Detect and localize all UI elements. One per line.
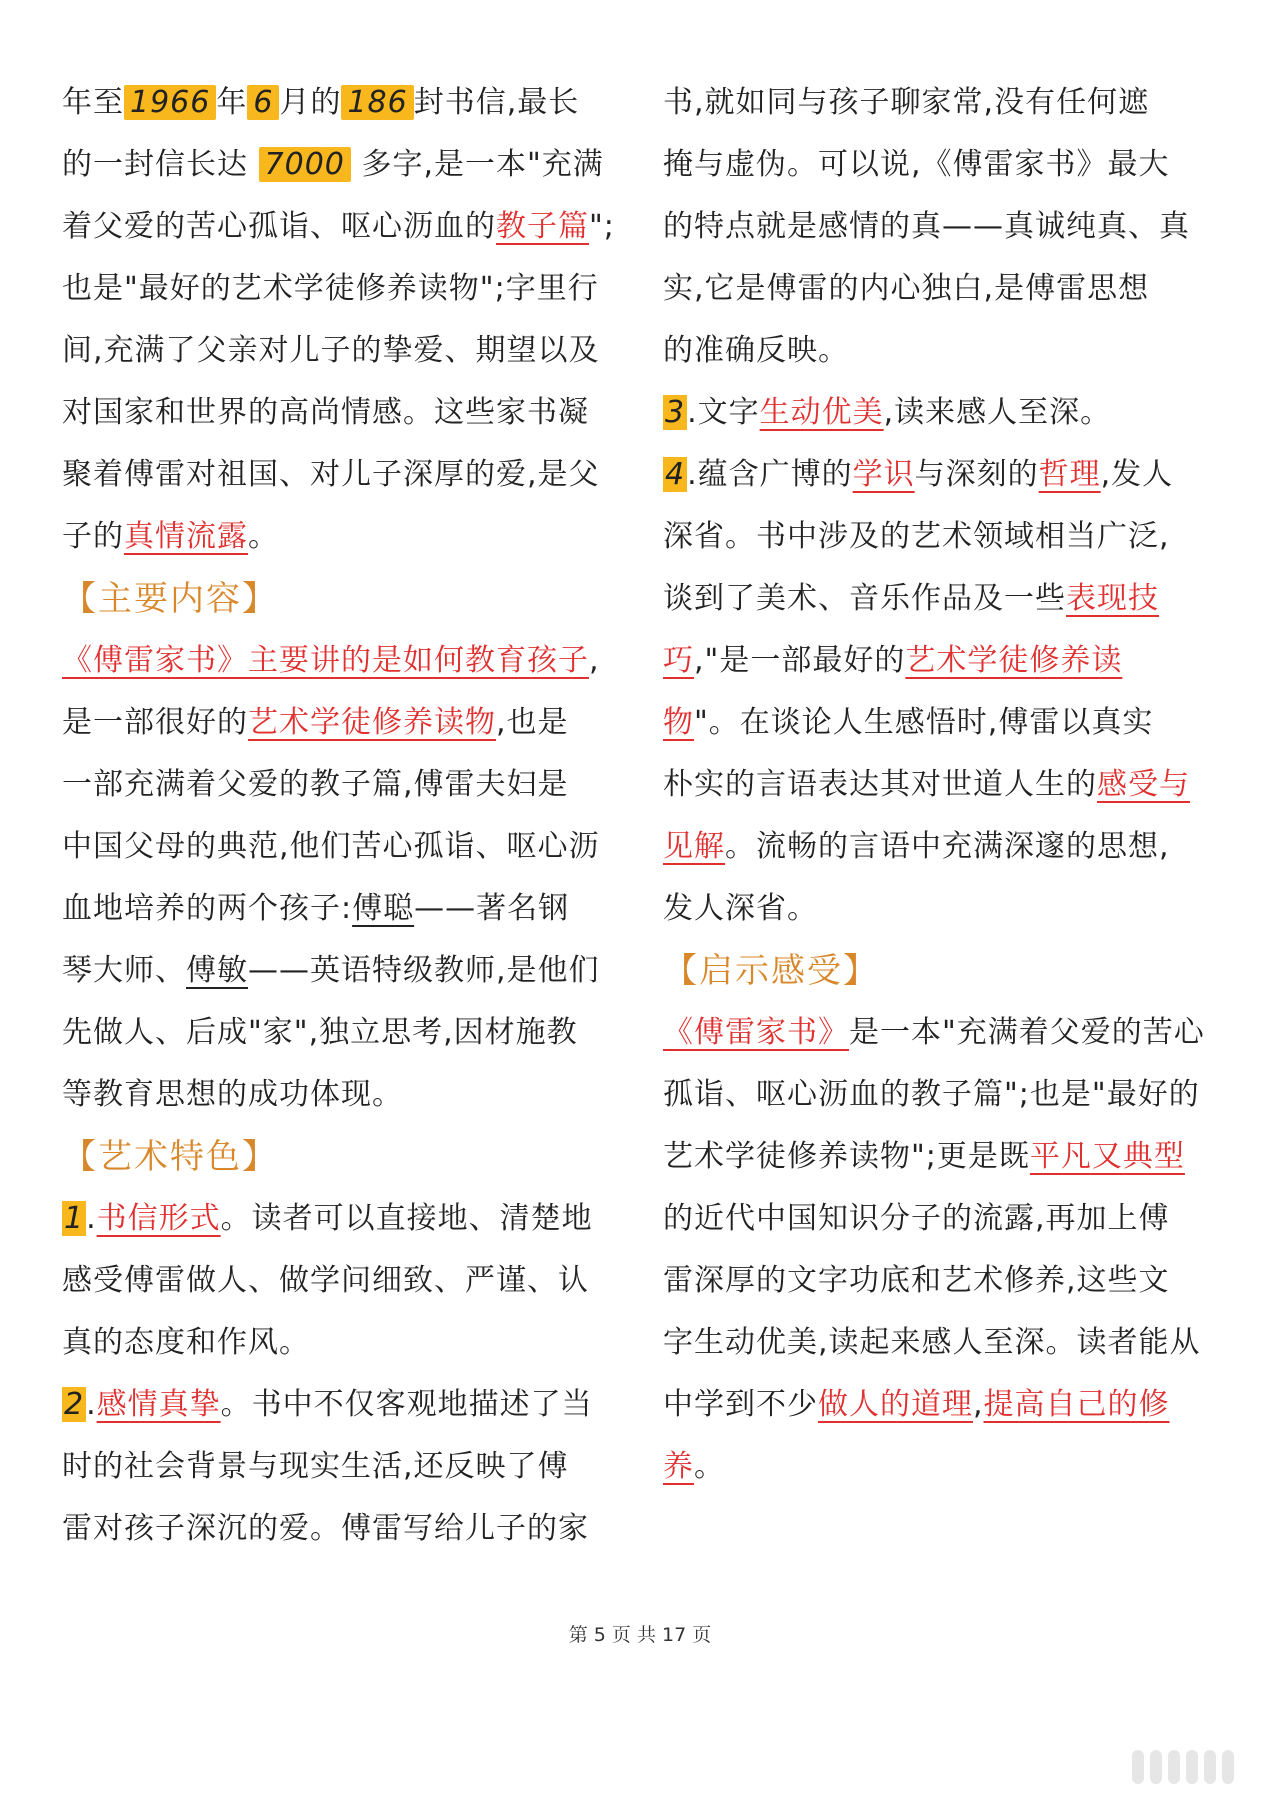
text: 多字,是一本"充满 [361, 147, 604, 182]
text-line [663, 444, 1223, 506]
section-heading-art-features: 【艺术特色】 [62, 1137, 278, 1177]
text: ——英语特级教师,是他们 [248, 953, 600, 988]
text-line: 感受傅雷做人、做学问细致、严谨、认 [62, 1263, 589, 1298]
text-line: 等教育思想的成功体现。 [62, 1077, 403, 1112]
text-line [663, 1002, 1223, 1064]
text-line: 间,充满了父亲对儿子的挚爱、期望以及 [62, 333, 600, 368]
text: ,发人 [1100, 457, 1174, 492]
text-line: 的近代中国知识分子的流露,再加上傅 [663, 1201, 1170, 1236]
text: ——著名钢 [414, 891, 570, 926]
text-line [663, 1436, 1223, 1498]
text: 子的 [62, 519, 124, 554]
right-column [663, 72, 1223, 1498]
highlight-count: 186 [341, 85, 413, 120]
text: 艺术学徒修养读物";更是既 [663, 1139, 1030, 1174]
text: 是一本"充满着父爱的苦心 [849, 1015, 1205, 1050]
underlined-name: 傅敏 [186, 953, 248, 988]
text-line [62, 1374, 622, 1436]
text: 。 [248, 519, 279, 554]
red-keyword: 《傅雷家书》 [663, 1015, 849, 1050]
text-line [663, 754, 1223, 816]
text: ,也是 [496, 705, 569, 740]
red-keyword: 感情真挚 [96, 1387, 221, 1422]
highlight-year: 1966 [124, 85, 216, 120]
text-line: 聚着傅雷对祖国、对儿子深厚的爱,是父 [62, 457, 600, 492]
text-line [62, 940, 622, 1002]
text: 是一部很好的 [62, 705, 248, 740]
text: .文字 [687, 395, 760, 430]
red-keyword: 艺术学徒修养读 [905, 643, 1123, 678]
text-line [663, 382, 1223, 444]
text-line: 先做人、后成"家",独立思考,因材施教 [62, 1015, 578, 1050]
text-line [663, 1126, 1223, 1188]
text-line: 书,就如同与孩子聊家常,没有任何遮 [663, 85, 1150, 120]
text: 的一封信长达 [62, 147, 248, 182]
item-number: 4 [665, 457, 686, 492]
text: 年至 [62, 85, 124, 120]
text: ,"是一部最好的 [694, 643, 906, 678]
text-line [62, 506, 622, 568]
text: .蕴含广博的 [687, 457, 853, 492]
text-line: 深省。书中涉及的艺术领域相当广泛, [663, 519, 1170, 554]
text: 琴大师、 [62, 953, 186, 988]
page-number: 第 5 页 共 17 页 [568, 1624, 712, 1646]
text: , [973, 1387, 984, 1422]
red-keyword: 哲理 [1038, 457, 1101, 492]
highlight-words: 7000 [259, 147, 351, 182]
red-keyword: 见解 [663, 829, 725, 864]
text: 月的 [279, 85, 342, 120]
red-keyword: 学识 [852, 457, 915, 492]
red-keyword: 巧 [663, 643, 694, 678]
red-keyword: 提高自己的修 [983, 1387, 1170, 1422]
watermark-logo [1122, 1742, 1262, 1792]
text: 。流畅的言语中充满深邃的思想, [725, 829, 1170, 864]
section-heading-inspiration: 【启示感受】 [663, 951, 879, 991]
text: 谈到了美术、音乐作品及一些 [663, 581, 1066, 616]
text-line: 雷深厚的文字功底和艺术修养,这些文 [663, 1263, 1170, 1298]
text: , [589, 643, 600, 678]
text: 中学到不少 [663, 1387, 818, 1422]
red-keyword: 感受与 [1097, 767, 1190, 802]
red-keyword: 真情流露 [124, 519, 248, 554]
text-line: 雷对孩子深沉的爱。傅雷写给儿子的家 [62, 1511, 589, 1546]
left-column [62, 72, 622, 1560]
section-heading-main-content: 【主要内容】 [62, 579, 278, 619]
text-line: 孤诣、呕心沥血的教子篇";也是"最好的 [663, 1077, 1200, 1112]
text-line: 中国父母的典范,他们苦心孤诣、呕心沥 [62, 829, 600, 864]
text-line: 发人深省。 [663, 891, 818, 926]
text: "。在谈论人生感悟时,傅雷以真实 [694, 705, 1154, 740]
red-keyword: 做人的道理 [818, 1387, 973, 1422]
highlight-month: 6 [247, 85, 279, 120]
text-line [663, 630, 1223, 692]
text-line [663, 692, 1223, 754]
text: . [86, 1387, 97, 1422]
text: 年 [216, 85, 248, 120]
text: ,读来感人至深。 [883, 395, 1112, 430]
text-line: 真的态度和作风。 [62, 1325, 310, 1360]
text-line [663, 1374, 1223, 1436]
text-line: 的特点就是感情的真——真诚纯真、真 [663, 209, 1190, 244]
red-keyword: 教子篇 [496, 209, 589, 244]
text: 与深刻的 [914, 457, 1039, 492]
text-line [663, 816, 1223, 878]
text: 。 [694, 1449, 725, 1484]
text-line [62, 72, 622, 134]
text-line [62, 196, 622, 258]
text-line [663, 568, 1223, 630]
text-line: 掩与虚伪。可以说,《傅雷家书》最大 [663, 147, 1170, 182]
text-line [62, 692, 622, 754]
text: "; [589, 209, 615, 244]
text: 封书信,最长 [413, 85, 580, 120]
text: 着父爱的苦心孤诣、呕心沥血的 [62, 209, 496, 244]
red-keyword: 生动优美 [759, 395, 884, 430]
text: . [86, 1201, 97, 1236]
red-keyword: 《傅雷家书》主要讲的是如何教育孩子 [62, 643, 589, 678]
text-line [62, 630, 622, 692]
text-line: 的准确反映。 [663, 333, 849, 368]
item-number: 3 [665, 395, 686, 430]
text: 朴实的言语表达其对世道人生的 [663, 767, 1097, 802]
text-line: 时的社会背景与现实生活,还反映了傅 [62, 1449, 569, 1484]
text: 。读者可以直接地、清楚地 [220, 1201, 593, 1236]
text: 血地培养的两个孩子: [62, 891, 353, 926]
text-line: 也是"最好的艺术学徒修养读物";字里行 [62, 271, 599, 306]
red-keyword: 平凡又典型 [1029, 1139, 1185, 1174]
text-line: 字生动优美,读起来感人至深。读者能从 [663, 1325, 1201, 1360]
text-line: 实,它是傅雷的内心独白,是傅雷思想 [663, 271, 1150, 306]
text: 。书中不仅客观地描述了当 [220, 1387, 593, 1422]
red-keyword: 物 [663, 705, 694, 740]
text-line [62, 1188, 622, 1250]
item-number: 2 [64, 1387, 85, 1422]
red-keyword: 养 [663, 1449, 694, 1484]
item-number: 1 [64, 1201, 85, 1236]
text-line [62, 878, 622, 940]
red-keyword: 表现技 [1066, 581, 1159, 616]
text-line: 一部充满着父爱的教子篇,傅雷夫妇是 [62, 767, 569, 802]
text-line [62, 134, 622, 196]
text-line: 对国家和世界的高尚情感。这些家书凝 [62, 395, 589, 430]
red-keyword: 书信形式 [96, 1201, 221, 1236]
underlined-name: 傅聪 [352, 891, 415, 926]
red-keyword: 艺术学徒修养读物 [248, 705, 496, 740]
